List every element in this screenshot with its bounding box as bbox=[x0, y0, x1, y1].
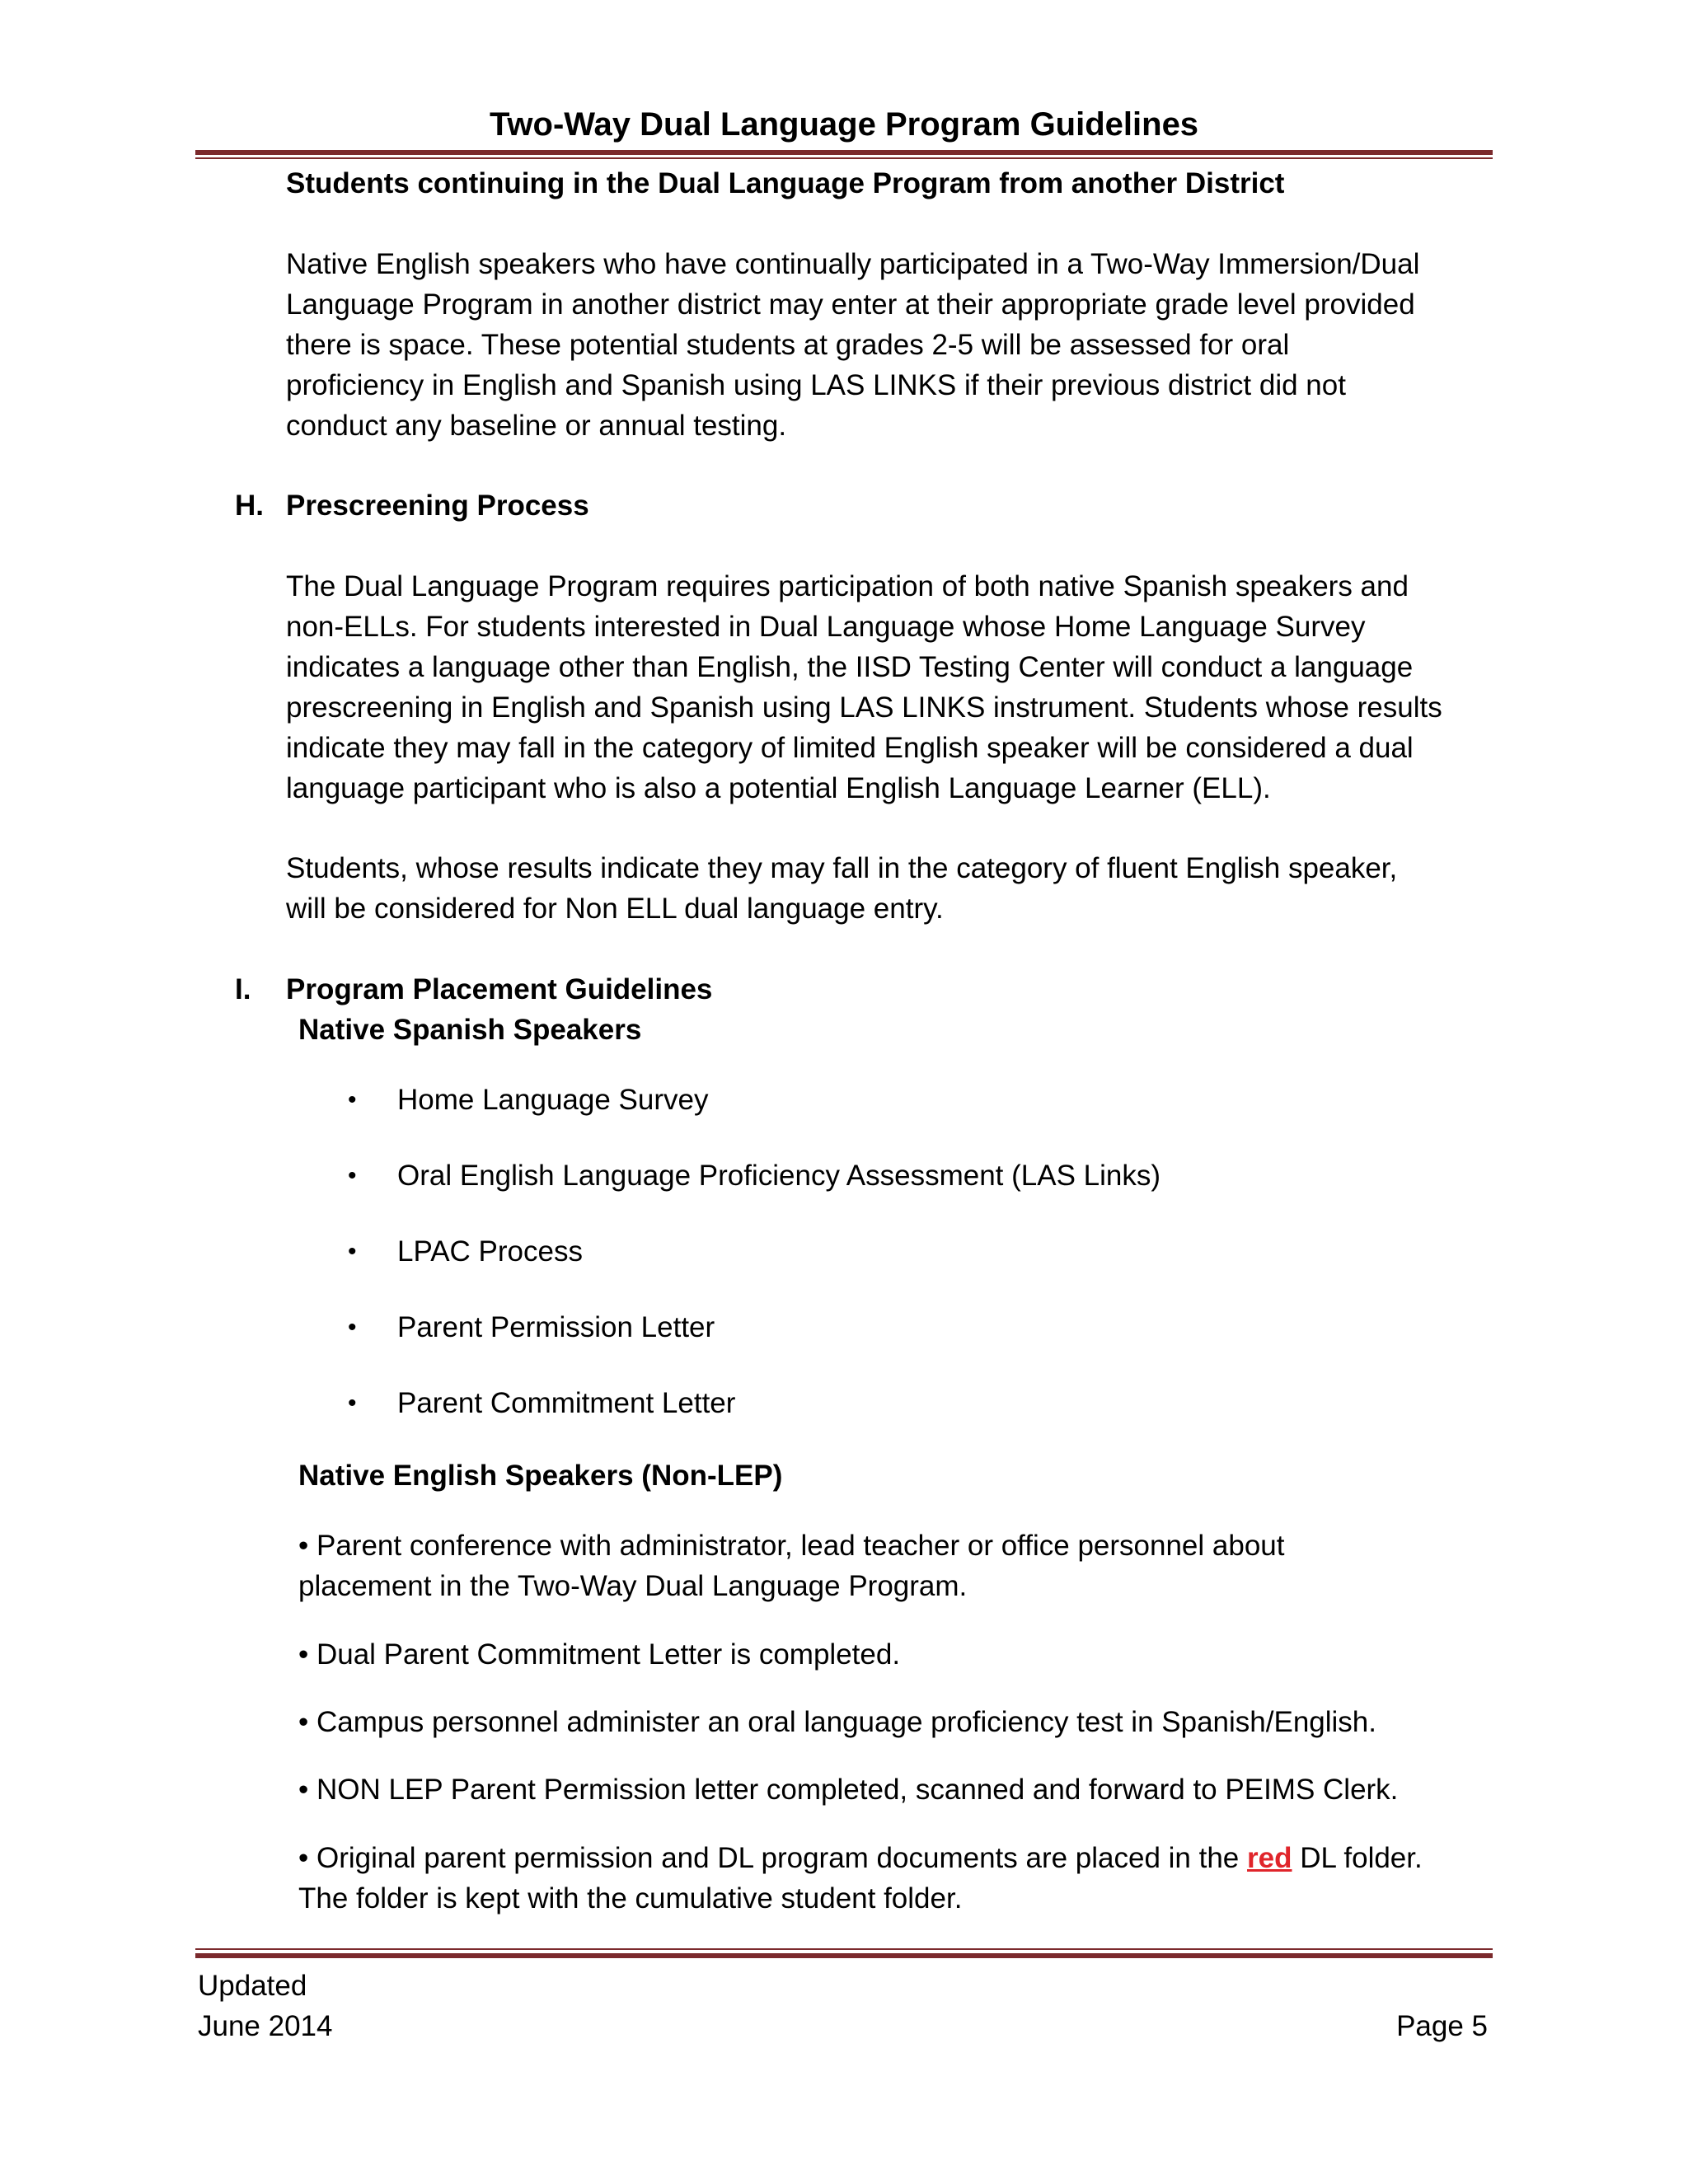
list-item: placement in the Two-Way Dual Language Program. bbox=[298, 1570, 968, 1602]
continuing-line: there is space. These potential students at grades 2-5 will be assessed for oral bbox=[286, 329, 1290, 361]
list-item: • Parent conference with administrator, lead teacher or office personnel about bbox=[298, 1530, 1285, 1562]
paragraph-line: indicate they may fall in the category of limited English speaker will be considered a dual bbox=[286, 732, 1414, 764]
list-item-text: DL folder. bbox=[1292, 1842, 1423, 1874]
paragraph-line: language participant who is also a potential English Language Learner (ELL). bbox=[286, 772, 1271, 804]
paragraph-line: indicates a language other than English, the IISD Testing Center will conduct a language bbox=[286, 651, 1414, 683]
prescreening-paragraph-2 bbox=[286, 848, 1498, 929]
paragraph-line: The Dual Language Program requires participation of both native Spanish speakers and bbox=[286, 570, 1409, 602]
list-item: Parent Commitment Letter bbox=[397, 1387, 736, 1419]
bullet-icon: • bbox=[348, 1162, 357, 1189]
continuing-line: conduct any baseline or annual testing. bbox=[286, 410, 787, 442]
section-h-heading: Prescreening Process bbox=[286, 490, 589, 522]
section-i-letter: I. bbox=[235, 973, 251, 1005]
paragraph-line: non-ELLs. For students interested in Dual Language whose Home Language Survey bbox=[286, 611, 1366, 643]
footer-updated: Updated bbox=[198, 1970, 307, 2002]
continuing-line: Language Program in another district may enter at their appropriate grade level provided bbox=[286, 288, 1415, 321]
header-rule-thick bbox=[195, 150, 1493, 155]
paragraph-line: prescreening in English and Spanish using LAS LINKS instrument. Students whose results bbox=[286, 691, 1442, 724]
section-i-heading: Program Placement Guidelines bbox=[286, 973, 713, 1005]
paragraph-line: Students, whose results indicate they may fall in the category of fluent English speaker, bbox=[286, 852, 1398, 884]
section-h-letter: H. bbox=[235, 490, 264, 522]
list-item: Home Language Survey bbox=[397, 1084, 709, 1116]
list-item: • NON LEP Parent Permission letter completed, scanned and forward to PEIMS Clerk. bbox=[298, 1774, 1399, 1806]
bullet-icon: • bbox=[348, 1086, 357, 1113]
native-english-heading: Native English Speakers (Non-LEP) bbox=[298, 1460, 783, 1492]
red-highlight-word: red bbox=[1247, 1842, 1292, 1874]
continuing-heading: Students continuing in the Dual Language Program from another District bbox=[286, 167, 1285, 199]
list-item: LPAC Process bbox=[397, 1235, 583, 1268]
list-item: Parent Permission Letter bbox=[397, 1311, 715, 1343]
list-item-text: • Original parent permission and DL program documents are placed in the bbox=[298, 1842, 1248, 1874]
bullet-icon: • bbox=[348, 1238, 357, 1265]
page-title: Two-Way Dual Language Program Guidelines bbox=[489, 106, 1199, 143]
bullet-icon: • bbox=[348, 1390, 357, 1417]
list-item: • Campus personnel administer an oral language proficiency test in Spanish/English. bbox=[298, 1706, 1376, 1738]
header-rule-thin bbox=[195, 157, 1493, 159]
footer-rule-thick bbox=[195, 1953, 1493, 1958]
list-item: • Dual Parent Commitment Letter is completed. bbox=[298, 1638, 901, 1671]
footer-rule-thin bbox=[195, 1948, 1493, 1950]
bullet-icon: • bbox=[348, 1314, 357, 1341]
list-item: The folder is kept with the cumulative student folder. bbox=[298, 1882, 963, 1915]
continuing-line: proficiency in English and Spanish using LAS LINKS if their previous district did not bbox=[286, 369, 1346, 401]
continuing-line: Native English speakers who have continually participated in a Two-Way Immersion/Dual bbox=[286, 248, 1420, 280]
page-number: Page 5 bbox=[1396, 2010, 1488, 2042]
continuing-paragraph bbox=[286, 244, 1498, 446]
list-item-with-highlight bbox=[298, 1838, 1423, 1878]
native-spanish-heading: Native Spanish Speakers bbox=[298, 1014, 642, 1046]
list-item: Oral English Language Proficiency Assessment (LAS Links) bbox=[397, 1160, 1161, 1192]
paragraph-line: will be considered for Non ELL dual language entry. bbox=[286, 893, 944, 925]
footer-date: June 2014 bbox=[198, 2010, 333, 2042]
prescreening-paragraph-1 bbox=[286, 566, 1498, 808]
